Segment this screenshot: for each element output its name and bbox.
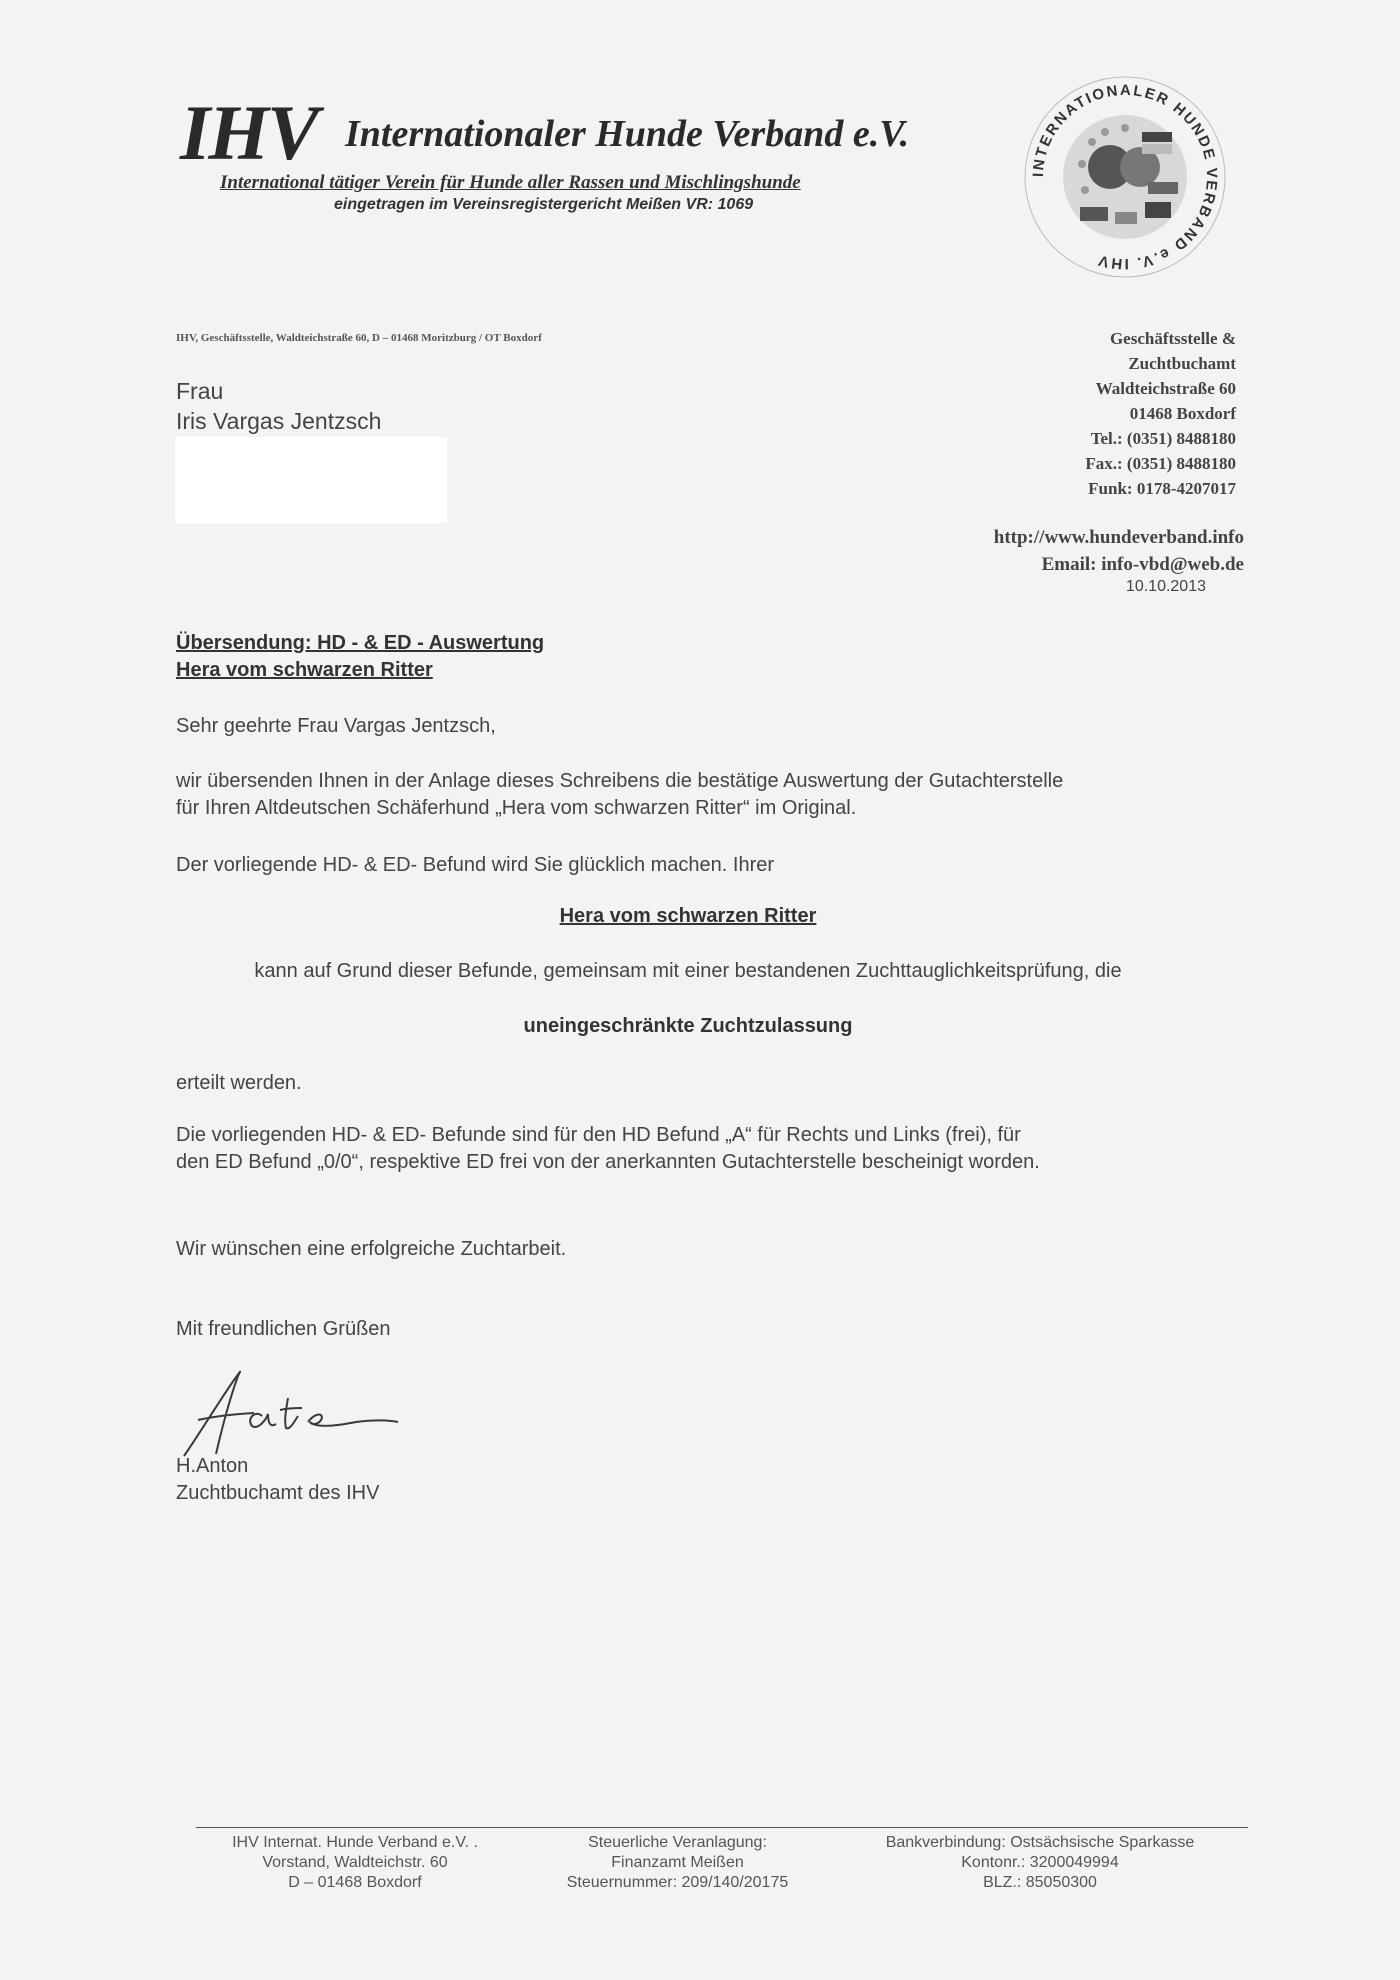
office-line: Fax.: (0351) 8488180 [1085,454,1236,473]
office-line: Waldteichstraße 60 [1095,379,1236,398]
web-contact [994,524,1244,578]
logo-ihv: IHV [180,89,318,176]
office-line: Tel.: (0351) 8488180 [1090,429,1236,448]
footer-text: Steuernummer: 209/140/20175 [566,1874,789,1891]
footer-text: D – 01468 Boxdorf [288,1874,422,1891]
recipient-salutation: Frau [176,378,224,404]
office-contact-block [1085,326,1236,501]
redacted-address-block [175,437,447,523]
footer-text: Steuerliche Veranlagung: [588,1834,767,1851]
closing-wish: Wir wünschen eine erfolgreiche Zuchtarbeit. [176,1238,567,1260]
office-line: 01468 Boxdorf [1129,404,1236,423]
paragraph-4: erteilt werden. [176,1072,302,1094]
signatory-name: H.Anton [176,1455,249,1477]
footer-text: Bankverbindung: Ostsächsische Sparkasse [885,1834,1195,1851]
footer-divider [196,1827,1248,1828]
letter-date: 10.10.2013 [1125,578,1206,595]
paragraph-1-line-2: für Ihren Altdeutschen Schäferhund „Hera vom schwarzen Ritter“ im Original. [176,797,857,819]
footer-column-bank [850,1833,1230,1893]
closing-phrase: Mit freundlichen Grüßen [176,1318,391,1340]
office-line: Zuchtbuchamt [1128,354,1236,373]
subject-line-2: Hera vom schwarzen Ritter [176,659,433,681]
organization-name: Internationaler Hunde Verband e.V. [345,113,910,155]
paragraph-5-line-2: den ED Befund „0/0“, respektive ED frei von der anerkannten Gutachterstelle bescheinigt worden. [176,1151,1040,1173]
office-line: Funk: 0178-4207017 [1088,479,1236,498]
website-link[interactable]: http://www.hundeverband.info [993,527,1244,548]
recipient-address [176,376,381,436]
seal-text: INTERNATIONALER HUNDE VERBAND e.V. IHV [1029,81,1221,273]
paragraph-5-line-1: Die vorliegenden HD- & ED- Befunde sind für den HD Befund „A“ für Rechts und Links (frei), für [176,1124,1021,1146]
recipient-name: Iris Vargas Jentzsch [176,408,382,434]
paragraph-2: Der vorliegende HD- & ED- Befund wird Sie glücklich machen. Ihrer [176,854,775,876]
subject [176,630,544,684]
footer-column-address [200,1833,510,1893]
footer-text: BLZ.: 85050300 [983,1874,1097,1891]
email-link[interactable]: Email: info-vbd@web.de [1041,554,1244,575]
greeting: Sehr geehrte Frau Vargas Jentzsch, [176,715,496,737]
handwritten-signature [176,1358,406,1468]
footer-text: IHV Internat. Hunde Verband e.V. . [232,1834,478,1851]
footer-text: Kontonr.: 3200049994 [961,1854,1119,1871]
paragraph-1 [176,768,1063,822]
signatory-title: Zuchtbuchamt des IHV [176,1482,380,1504]
paragraph-5 [176,1122,1040,1176]
organization-tagline: International tätiger Verein für Hunde aller Rassen und Mischlingshunde [220,172,801,193]
breeding-permission: uneingeschränkte Zuchtzulassung [523,1015,853,1037]
dog-name: Hera vom schwarzen Ritter [559,905,817,927]
office-line: Geschäftsstelle & [1109,329,1236,348]
footer-text: Vorstand, Waldteichstr. 60 [262,1854,448,1871]
signatory [176,1453,379,1507]
sender-reference-line: IHV, Geschäftsstelle, Waldteichstraße 60, D – 01468 Moritzburg / OT Boxdorf [176,332,542,344]
paragraph-1-line-1: wir übersenden Ihnen in der Anlage dieses Schreibens die bestätige Auswertung der Gutachterstelle [176,770,1064,792]
footer-column-tax [530,1833,825,1893]
organization-seal [1020,72,1230,282]
register-info: eingetragen im Vereinsregistergericht Meißen VR: 1069 [334,196,754,213]
paragraph-3: kann auf Grund dieser Befunde, gemeinsam mit einer bestandenen Zuchttauglichkeitsprüfung, die [254,960,1122,982]
footer-text: Finanzamt Meißen [611,1854,744,1871]
subject-line-1: Übersendung: HD - & ED - Auswertung [176,632,545,654]
